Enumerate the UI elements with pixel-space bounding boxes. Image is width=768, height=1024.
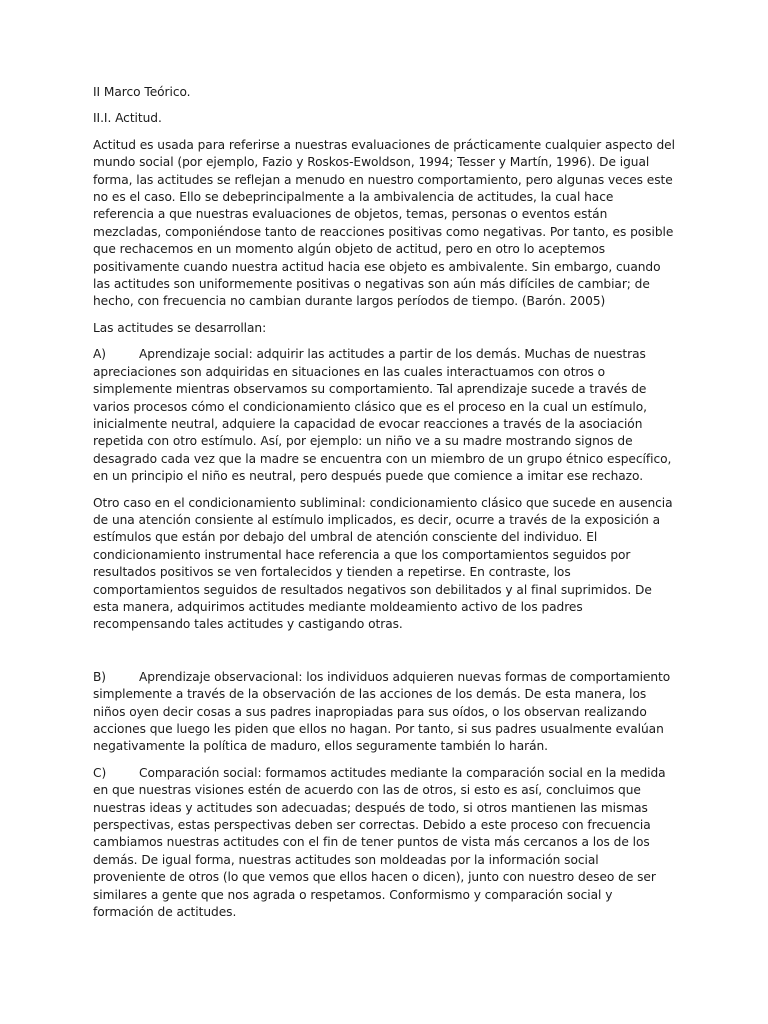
- list-item-c-letter: C): [93, 765, 107, 780]
- develop-paragraph: Las actitudes se desarrollan:: [93, 320, 267, 335]
- intro-paragraph: Actitud es usada para referirse a nuestras evaluaciones de prácticamente cualquier aspecto del mundo social (por ejemplo, Fazio y Roskos-Ewoldson, 1994; Tesser y Martín, 1996). De igual forma, las actitudes se reflejan a menudo en nuestro comportamiento, pero algunas veces este no es el caso. Ello se debeprincipalmente a la ambivalencia de actitudes, la cual hace referencia a que nuestras evaluaciones de objetos, temas, personas o eventos están mezcladas, componiéndose tanto de reacciones positivas como negativas. Por tanto, es posible que rechacemos en un momento algún objeto de actitud, pero en otro lo aceptemos positivamente cuando nuestra actitud hacia ese objeto es ambivalente. Sin embargo, cuando las actitudes son uniformemente positivas o negativas son aún más difíciles de cambiar; de hecho, con frecuencia no cambian durante largos períodos de tiempo. (Barón. 2005): [93, 137, 675, 309]
- list-item-a-letter: A): [93, 347, 106, 362]
- list-item-b-text: Aprendizaje observacional: los individuos adquieren nuevas formas de comportamiento simplemente a través de la observación de las acciones de los demás. De esta manera, los niños oyen decir cosas a sus padres inapropiadas para sus oídos, o los observan realizando acciones que luego les piden que ellos no hagan. Por tanto, si sus padres usualmente evalúan negativamente la política de maduro, ellos seguramente también lo harán.: [93, 669, 671, 754]
- subliminal-paragraph: Otro caso en el condicionamiento subliminal: condicionamiento clásico que sucede en ausencia de una atención consiente al estímulo implicados, es decir, ocurre a través de la exposición a estímulos que están por debajo del umbral de atención consciente del individuo. El condicionamiento instrumental hace referencia a que los comportamientos seguidos por resultados positivos se ven fortalecidos y tienden a repetirse. En contraste, los comportamientos seguidos de resultados negativos son debilitados y al final suprimidos. De esta manera, adquirimos actitudes mediante moldeamiento activo de los padres recompensando tales actitudes y castigando otras.: [93, 495, 673, 632]
- list-item-a-text: Aprendizaje social: adquirir las actitudes a partir de los demás. Muchas de nuestras apreciaciones son adquiridas en situaciones en las cuales interactuamos con otros o simplemente mientras observamos su comportamiento. Tal aprendizaje sucede a través de varios procesos cómo el condicionamiento clásico que es el proceso en la cual un estímulo, inicialmente neutral, adquiere la capacidad de evocar reacciones a través de la asociación repetida con otro estímulo. Así, por ejemplo: un niño ve a su madre mostrando signos de desagrado cada vez que la madre se encuentra con un miembro de un grupo étnico específico, en un principio el niño es neutral, pero después puede que comience a imitar ese rechazo.: [93, 347, 672, 484]
- list-item-c-text: Comparación social: formamos actitudes mediante la comparación social en la medida en que nuestras visiones estén de acuerdo con las de otros, si esto es así, concluimos que nuestras ideas y actitudes son adecuadas; después de todo, si otros mantienen las mismas perspectivas, estas perspectivas deben ser correctas. Debido a este proceso con frecuencia cambiamos nuestras actitudes con el fin de tener puntos de vista más cercanos a los de los demás. De igual forma, nuestras actitudes son moldeadas por la información social proveniente de otros (lo que vemos que ellos hacen o dicen), junto con nuestro deseo de ser similares a gente que nos agrada o respetamos. Conformismo y comparación social y formación de actitudes.: [93, 765, 666, 920]
- subsection-heading: II.I. Actitud.: [93, 111, 162, 126]
- blank-line: [93, 643, 675, 669]
- list-item-c: [93, 765, 675, 922]
- list-item-b-letter: B): [93, 669, 107, 684]
- list-item-b: [93, 669, 675, 756]
- document-body: [93, 84, 675, 930]
- list-item-a: [93, 346, 675, 485]
- section-heading: II Marco Teórico.: [93, 85, 191, 99]
